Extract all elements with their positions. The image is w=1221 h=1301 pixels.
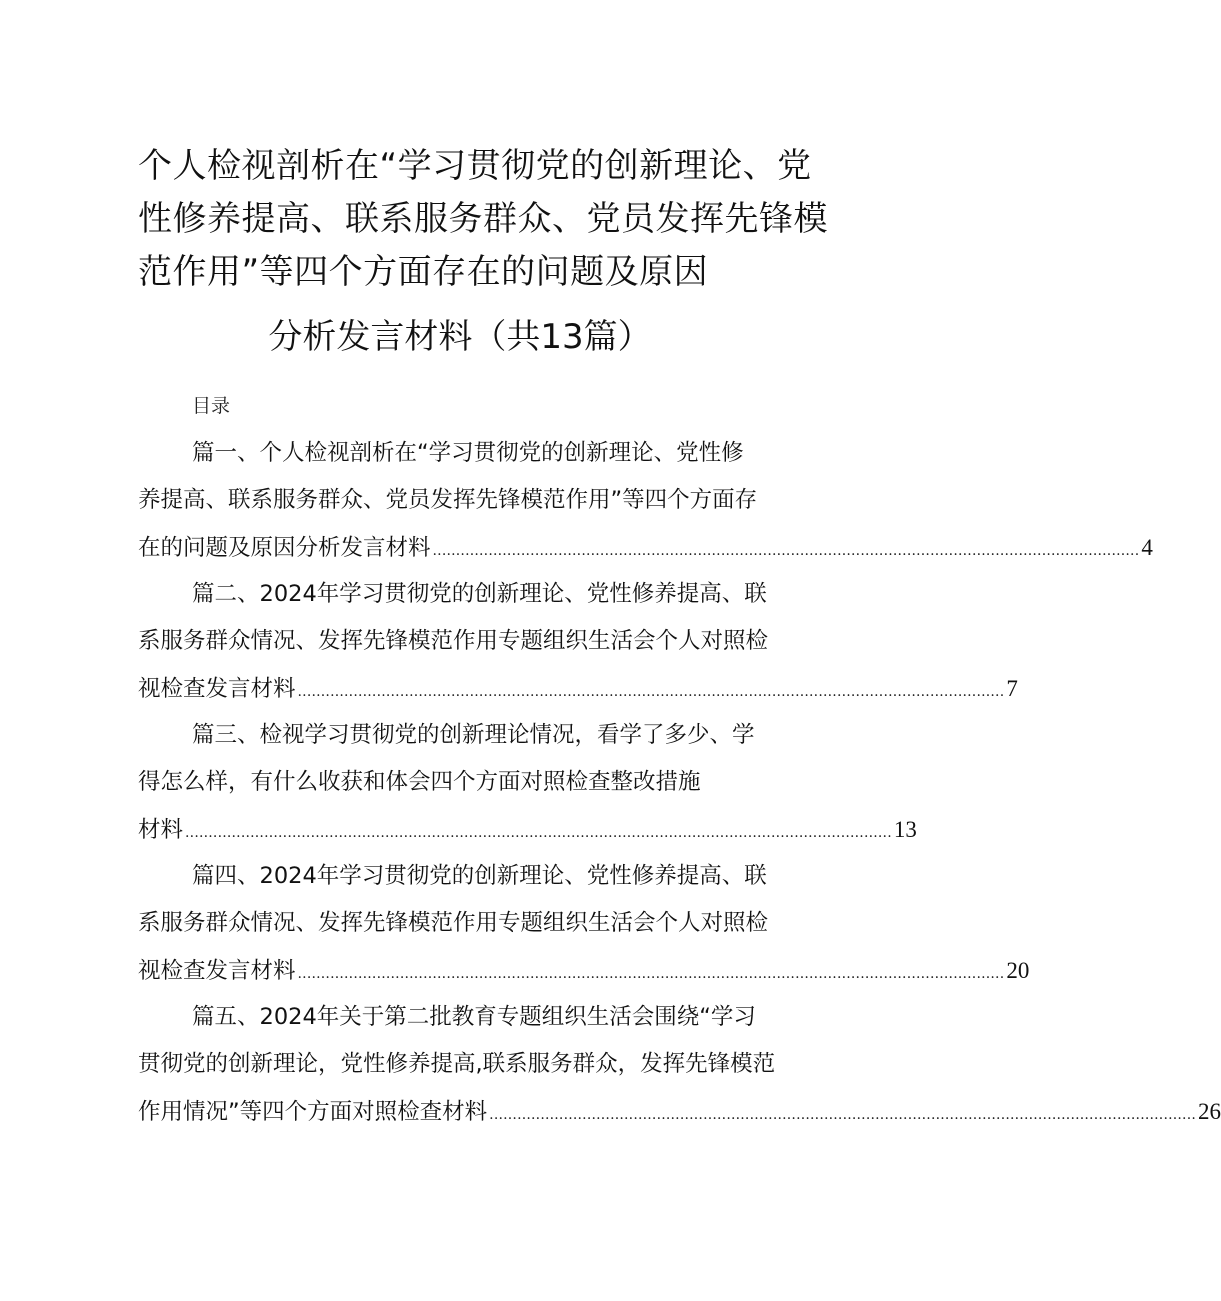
toc-dot-leader: ........................................................................................................................................................ (432, 543, 1140, 559)
toc-page-number: 26 (1198, 1099, 1221, 1124)
toc-entry-3[interactable] (138, 712, 917, 853)
toc-entry-last-line (138, 947, 1030, 994)
toc-heading: 目录 (192, 395, 231, 417)
toc-entry-1[interactable] (138, 430, 1153, 571)
toc-entry-line: 在的问题及原因分析发言材料 (138, 535, 431, 561)
toc-page-number: 20 (1006, 958, 1030, 983)
toc-entry-line: 篇五、2024年关于第二批教育专题组织生活会围绕“学习 (192, 1004, 756, 1030)
toc-entry-line: 材料 (138, 817, 184, 843)
toc-entry-last-line (138, 665, 1018, 712)
title-line-2: 性修养提高、联系服务群众、党员发挥先锋模 (138, 199, 828, 239)
toc-entry-line: 系服务群众情况、发挥先锋模范作用专题组织生活会个人对照检 (138, 628, 769, 654)
document-title (138, 140, 828, 299)
title-line-3: 范作用”等四个方面存在的问题及原因 (138, 252, 709, 292)
toc-page-number: 4 (1141, 535, 1153, 560)
toc-page-number: 13 (893, 817, 917, 842)
toc-entry-line: 作用情况”等四个方面对照检查材料 (138, 1099, 488, 1125)
title-line-1: 个人检视剖析在“学习贯彻党的创新理论、党 (138, 146, 812, 186)
toc-entry-line: 篇一、个人检视剖析在“学习贯彻党的创新理论、党性修 (192, 440, 744, 466)
toc-entry-line: 篇三、检视学习贯彻党的创新理论情况，看学了多少、学 (192, 722, 755, 748)
toc-entry-4[interactable] (138, 853, 1030, 994)
toc-entry-last-line (138, 806, 917, 853)
toc-entry-line: 系服务群众情况、发挥先锋模范作用专题组织生活会个人对照检 (138, 910, 769, 936)
toc-entry-2[interactable] (138, 571, 1018, 712)
toc-entry-5[interactable] (138, 994, 1221, 1135)
toc-entry-line: 视检查发言材料 (138, 958, 296, 984)
toc-entry-last-line (138, 1088, 1221, 1135)
toc-dot-leader: ........................................................................................................................................................ (297, 684, 1005, 700)
toc-dot-leader: ........................................................................................................................................................ (185, 825, 892, 841)
toc-entry-last-line (138, 524, 1153, 571)
toc-dot-leader: ........................................................................................................................................................ (297, 966, 1005, 982)
toc-page-number: 7 (1006, 676, 1018, 701)
toc-entry-line: 篇二、2024年学习贯彻党的创新理论、党性修养提高、联 (192, 581, 767, 607)
toc-entry-line: 养提高、联系服务群众、党员发挥先锋模范作用”等四个方面存 (138, 487, 758, 513)
toc-dot-leader: ........................................................................................................................................................ (489, 1107, 1197, 1123)
document-subtitle: 分析发言材料（共13篇） (268, 317, 652, 357)
toc-entry-line: 得怎么样，有什么收获和体会四个方面对照检查整改措施 (138, 769, 701, 795)
toc-entry-line: 贯彻党的创新理论，党性修养提高,联系服务群众，发挥先锋模范 (138, 1051, 776, 1077)
table-of-contents (138, 430, 1221, 1135)
toc-entry-line: 篇四、2024年学习贯彻党的创新理论、党性修养提高、联 (192, 863, 767, 889)
toc-entry-line: 视检查发言材料 (138, 676, 296, 702)
